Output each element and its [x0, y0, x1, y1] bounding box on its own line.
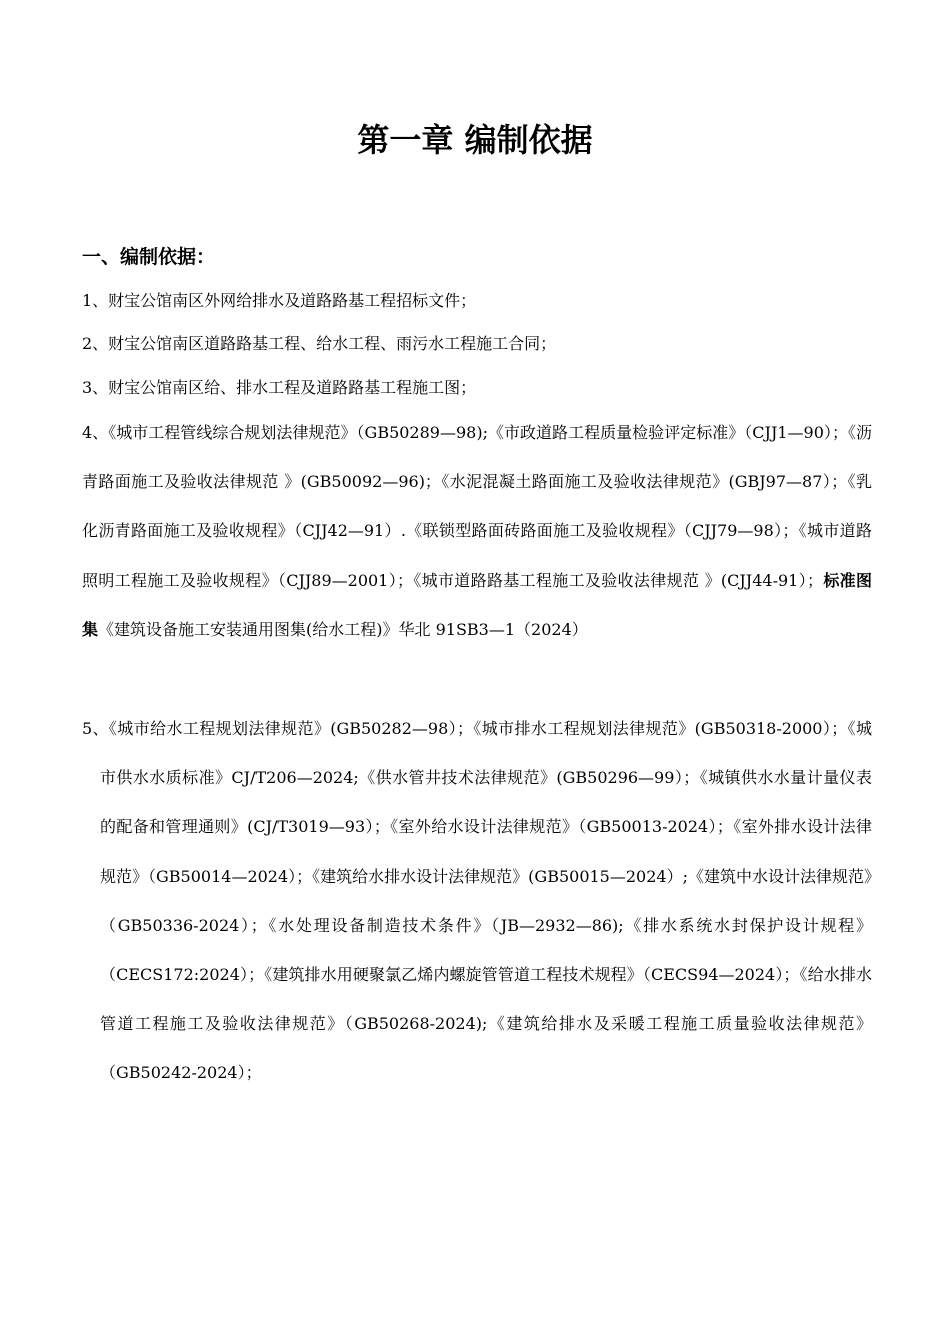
- section-heading: 一、编制依据：: [82, 246, 216, 268]
- basis-item-5: 5、《城市给水工程规划法律规范》(GB50282—98）；《城市排水工程规划法律规范》(GB50318-2000）；《城市供水水质标准》CJ/T206—2024;《供水管井技术法律规范》(GB50296—99）；《城镇供水水量计量仪表的配备和管理通则》(CJ/T3019—93）；《室外给水设计法律规范》（GB50013-2024）；《室外排水设计法律规范》（GB50014—2024）；《建筑给水排水设计法律规范》(GB50015—2024）;《建筑中水设计法律规范》（GB50336-2024）；《水处理设备制造技术条件》（JB—2932—86);《排水系统水封保护设计规程》（CECS172:2024）；《建筑排水用硬聚氯乙烯内螺旋管管道工程技术规程》（CECS94—2024）；《给水排水管道工程施工及验收法律规范》（GB50268-2024);《建筑给排水及采暖工程施工质量验收法律规范》（GB50242-2024）；: [82, 719, 872, 1083]
- basis-item-4: [82, 408, 872, 654]
- basis-item-4-text: 4、《城市工程管线综合规划法律规范》（GB50289—98);《市政道路工程质量检验评定标准》（CJJ1—90）；《沥青路面施工及验收法律规范 》(GB50092—96)；《水泥混凝土路面施工及验收法律规范》(GBJ97—87）；《乳化沥青路面施工及验收规程》（CJJ42—91）.《联锁型路面砖路面施工及验收规程》（CJJ79—98）；《城市道路照明工程施工及验收规程》（CJJ89—2001）；《城市道路路基工程施工及验收法律规范 》(CJJ44-91）；: [82, 423, 872, 590]
- basis-item-1: 1、财宝公馆南区外网给排水及道路路基工程招标文件；: [82, 291, 477, 310]
- basis-item-3: 3、财宝公馆南区给、排水工程及道路路基工程施工图；: [82, 378, 477, 397]
- basis-item-4-bold-label: 标准图集: [82, 570, 872, 639]
- basis-item-4-text-after: 《建筑设备施工安装通用图集(给水工程)》华北 91SB3—1（2024）: [98, 619, 588, 639]
- chapter-title: 第一章 编制依据: [357, 121, 593, 159]
- basis-item-2: 2、财宝公馆南区道路路基工程、给水工程、雨污水工程施工合同；: [82, 334, 557, 353]
